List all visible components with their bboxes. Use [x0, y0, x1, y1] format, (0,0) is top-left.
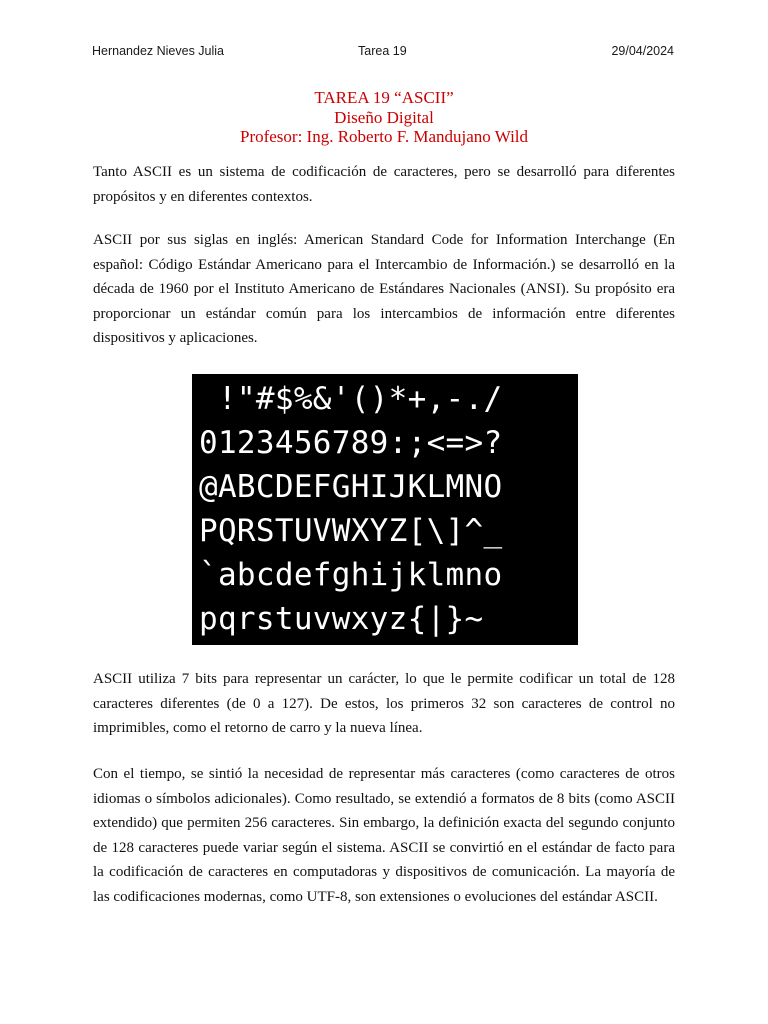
ascii-row: @ABCDEFGHIJKLMNO: [199, 469, 503, 505]
page-header: [92, 44, 674, 62]
paragraph-intro: Tanto ASCII es un sistema de codificación de caracteres, pero se desarrolló para diferentes propósitos y en diferentes contextos.: [93, 164, 675, 205]
ascii-characters-image: [192, 374, 578, 645]
header-date: 29/04/2024: [611, 44, 674, 58]
title-line-1: TAREA 19 “ASCII”: [314, 88, 454, 107]
ascii-row: 0123456789:;<=>?: [199, 425, 503, 461]
header-assignment: Tarea 19: [358, 44, 407, 58]
ascii-row: !"#$%&'()*+,-./: [199, 381, 503, 417]
ascii-row: `abcdefghijklmno: [199, 557, 503, 593]
paragraph-7-bits: ASCII utiliza 7 bits para representar un carácter, lo que le permite codificar un total de 128 caracteres diferentes (de 0 a 127). De estos, los primeros 32 son caracteres de control no imprimibles, como el retorno de carro y la nueva línea.: [93, 671, 675, 737]
paragraph-ascii-origin: ASCII por sus siglas en inglés: American Standard Code for Information Interchange (En español: Código Estándar Americano para el Intercambio de Información.) se desarrolló en la década de 1960 por el Instituto Americano de Estándares Nacionales (ANSI). Su propósito era proporcionar un estándar común para los intercambios de información entre diferentes dispositivos y aplicaciones.: [93, 232, 675, 347]
header-author: Hernandez Nieves Julia: [92, 44, 225, 58]
ascii-row: pqrstuvwxyz{|}~: [199, 601, 484, 637]
document-title: [0, 88, 768, 147]
title-line-2: Diseño Digital: [334, 107, 434, 127]
paragraph-extended-ascii: Con el tiempo, se sintió la necesidad de representar más caracteres (como caracteres de otros idiomas o símbolos adicionales). Como resultado, se extendió a formatos de 8 bits (como ASCII extendido) que permiten 256 caracteres. Sin embargo, la definición exacta del segundo conjunto de 128 caracteres puede variar según el sistema. ASCII se convirtió en el estándar de facto para la codificación de caracteres en computadoras y dispositivos de comunicación. La mayoría de las codificaciones modernas, como UTF-8, son extensiones o evoluciones del estándar ASCII.: [93, 766, 675, 905]
title-line-3: Profesor: Ing. Roberto F. Mandujano Wild: [239, 127, 529, 146]
ascii-row: PQRSTUVWXYZ[\]^_: [199, 513, 503, 549]
